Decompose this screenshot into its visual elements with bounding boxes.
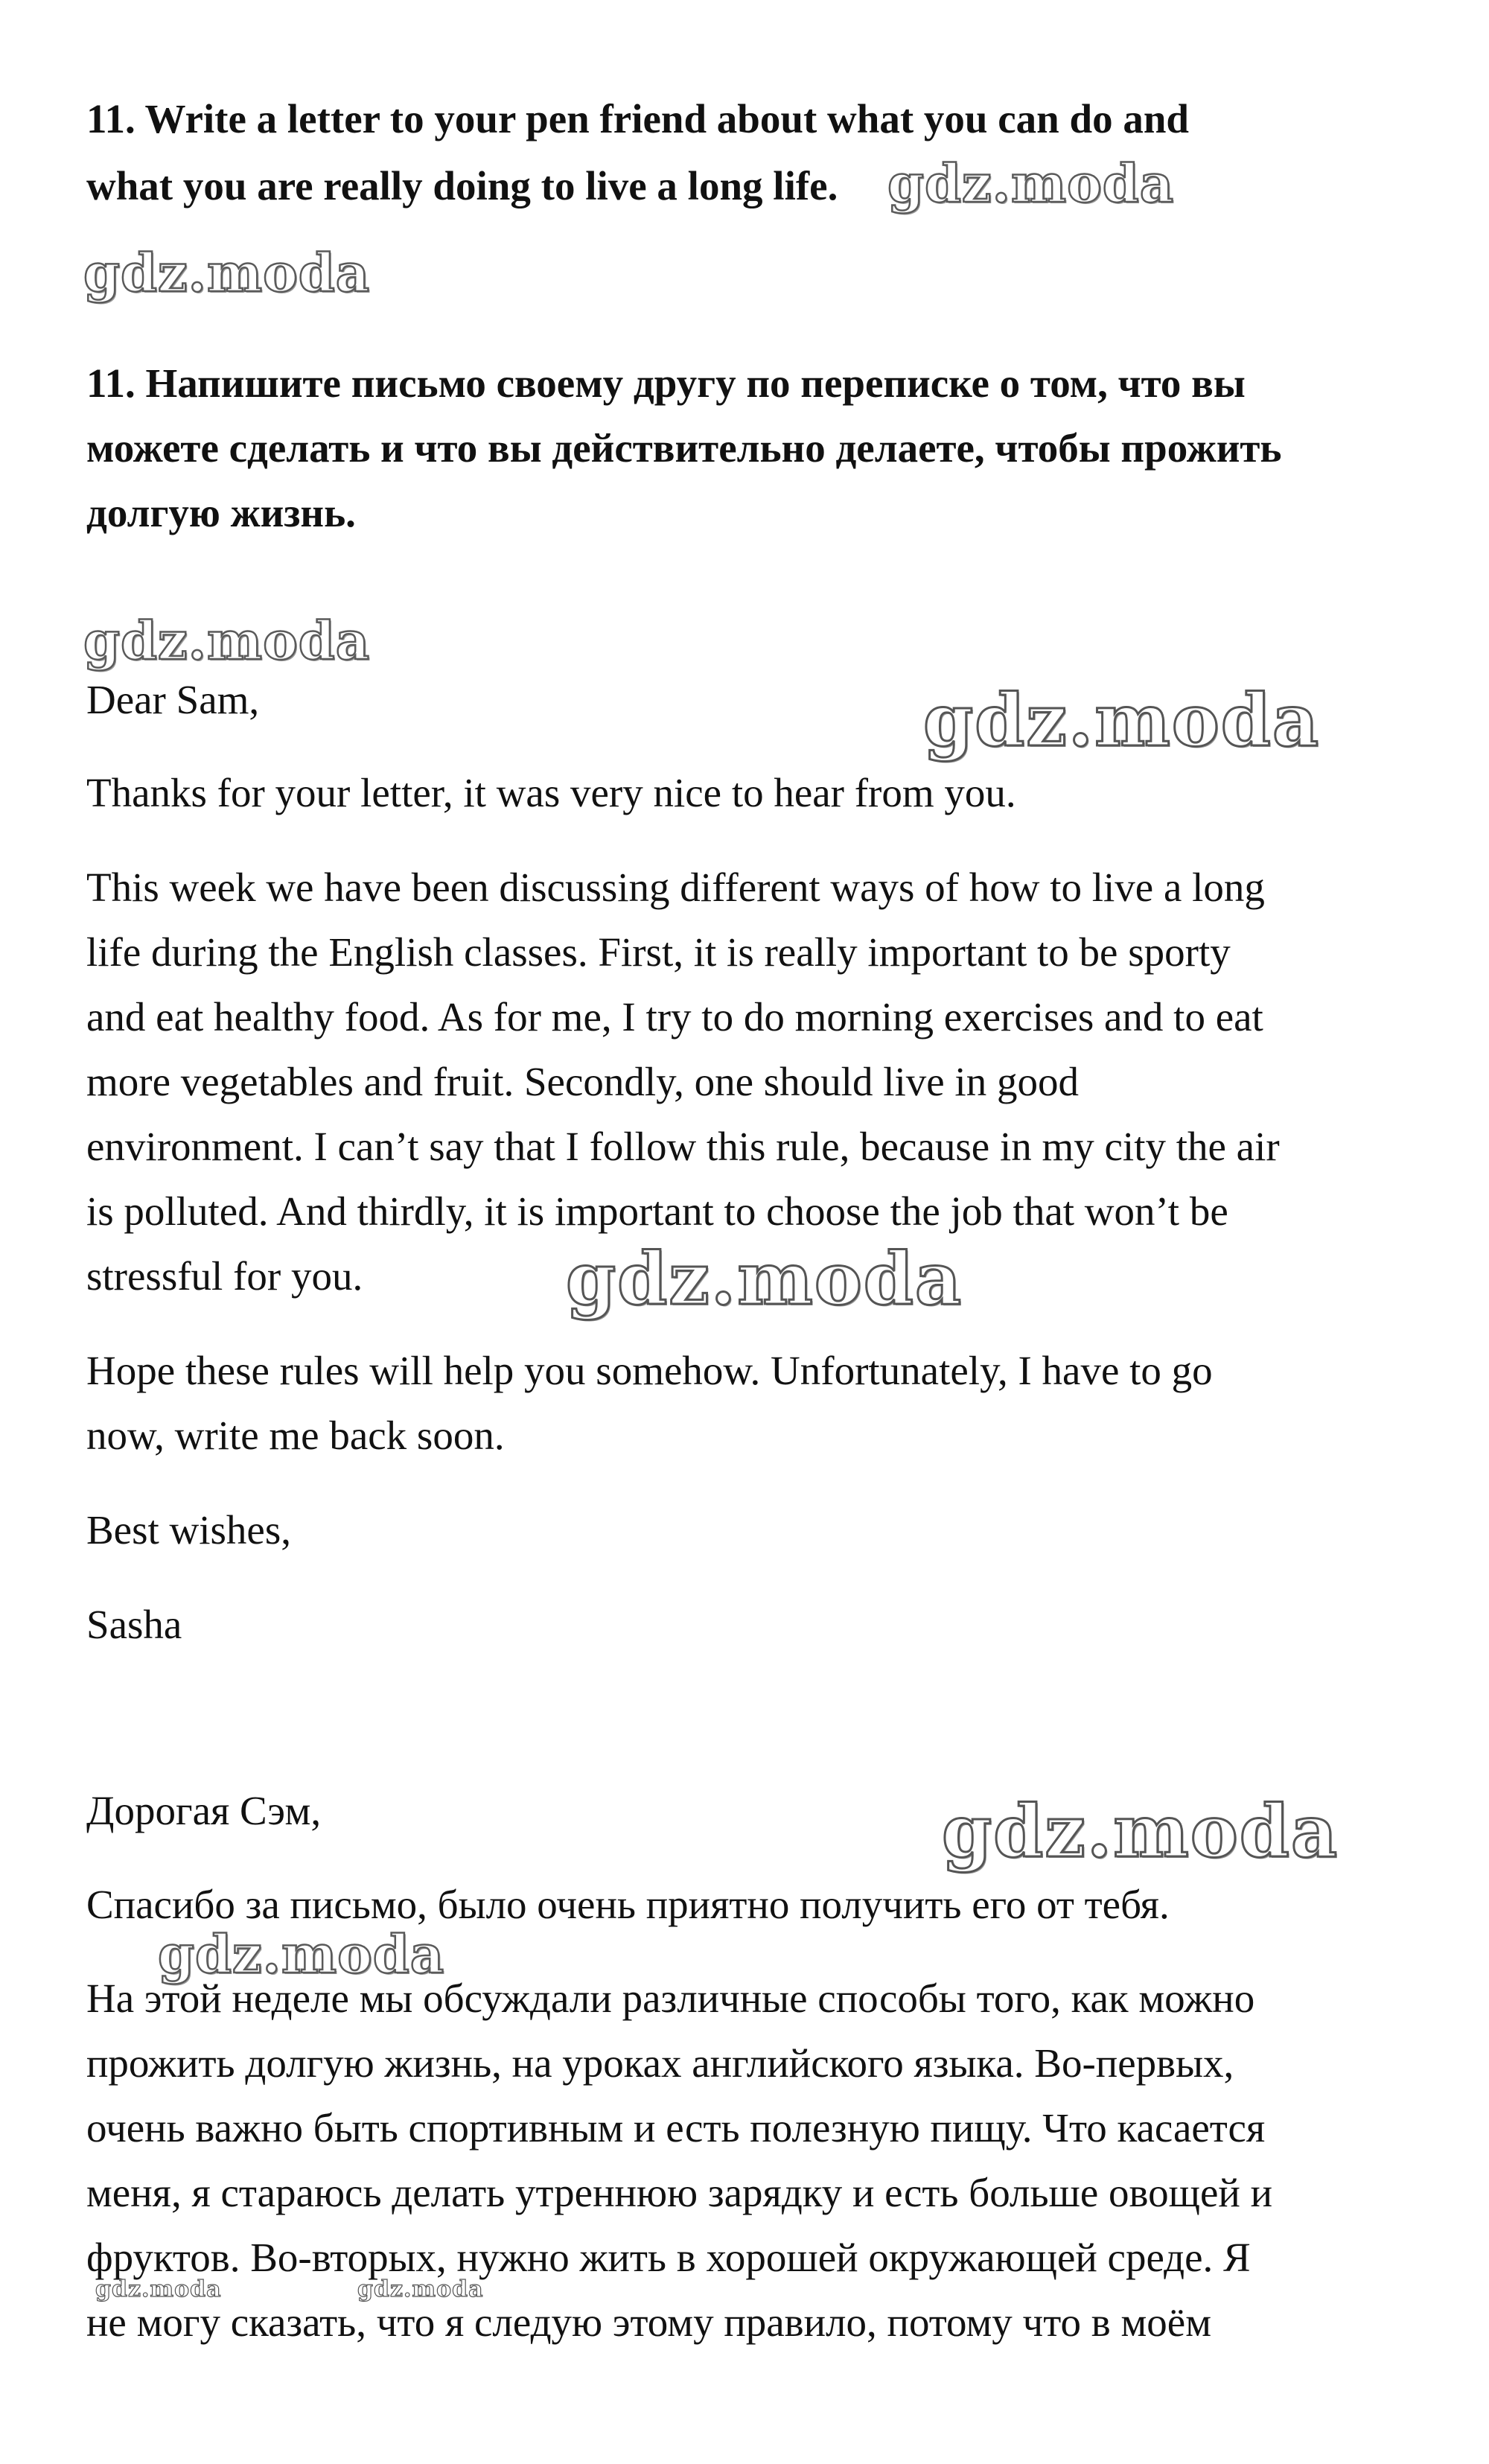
letter-en-para-2-line: environment. I can’t say that I follow this rule, because in my city the air (86, 1124, 1280, 1169)
watermark: gdz.moda (887, 153, 1175, 214)
letter-en-para-2-line: stressful for you. (86, 1253, 363, 1299)
letter-en-para-1: Thanks for your letter, it was very nice to hear from you. (86, 770, 1016, 815)
watermark: gdz.moda (158, 1923, 445, 1985)
letter-en-para-3-line: now, write me back soon. (86, 1413, 505, 1458)
letter-en-greeting: Dear Sam, (86, 677, 260, 722)
letter-ru-para-2-line: меня, я стараюсь делать утреннюю зарядку и есть больше овощей и (86, 2170, 1273, 2215)
letter-ru-para-2-line: фруктов. Во-вторых, нужно жить в хорошей окружающей среде. Я (86, 2235, 1251, 2280)
letter-ru-para-2-line: прожить долгую жизнь, на уроках английского языка. Во-первых, (86, 2040, 1234, 2086)
watermark: gdz.moda (566, 1237, 963, 1321)
letter-en-signature: Sasha (86, 1602, 182, 1647)
watermark: gdz.moda (83, 610, 371, 672)
letter-ru-para-2-line: очень важно быть спортивным и есть полезную пищу. Что касается (86, 2105, 1266, 2151)
letter-ru-para-1: Спасибо за письмо, было очень приятно получить его от тебя. (86, 1882, 1170, 1927)
watermark: gdz.moda (95, 2276, 222, 2302)
task-ru-line-1: 11. Напишите письмо своему другу по переписке о том, что вы (86, 360, 1246, 406)
task-ru-line-2: можете сделать и что вы действительно делаете, чтобы прожить (86, 425, 1282, 471)
letter-ru-para-2-line: На этой неделе мы обсуждали различные способы того, как можно (86, 1976, 1255, 2021)
letter-en-para-2-line: is polluted. And thirdly, it is important to choose the job that won’t be (86, 1188, 1228, 1234)
watermark: gdz.moda (357, 2276, 484, 2302)
letter-en-para-2-line: life during the English classes. First, it is really important to be sporty (86, 929, 1231, 975)
letter-en-closing: Best wishes, (86, 1507, 291, 1553)
letter-en-para-2-line: more vegetables and fruit. Secondly, one should live in good (86, 1059, 1079, 1104)
task-ru-line-3: долгую жизнь. (86, 490, 356, 535)
task-en-line-1: 11. Write a letter to your pen friend about what you can do and (86, 96, 1190, 141)
letter-en-para-2-line: This week we have been discussing different ways of how to live a long (86, 865, 1265, 910)
letter-ru-greeting: Дорогая Сэм, (86, 1788, 322, 1833)
letter-ru-para-2-line: не могу сказать, что я следую этому правило, потому что в моём (86, 2299, 1211, 2345)
watermark: gdz.moda (923, 678, 1321, 763)
letter-en-para-2-line: and eat healthy food. As for me, I try to do morning exercises and to eat (86, 994, 1263, 1040)
task-en-line-2: what you are really doing to live a long life. (86, 163, 838, 208)
letter-en-para-3-line: Hope these rules will help you somehow. Unfortunately, I have to go (86, 1348, 1213, 1393)
watermark: gdz.moda (942, 1789, 1339, 1874)
watermark: gdz.moda (83, 242, 371, 304)
